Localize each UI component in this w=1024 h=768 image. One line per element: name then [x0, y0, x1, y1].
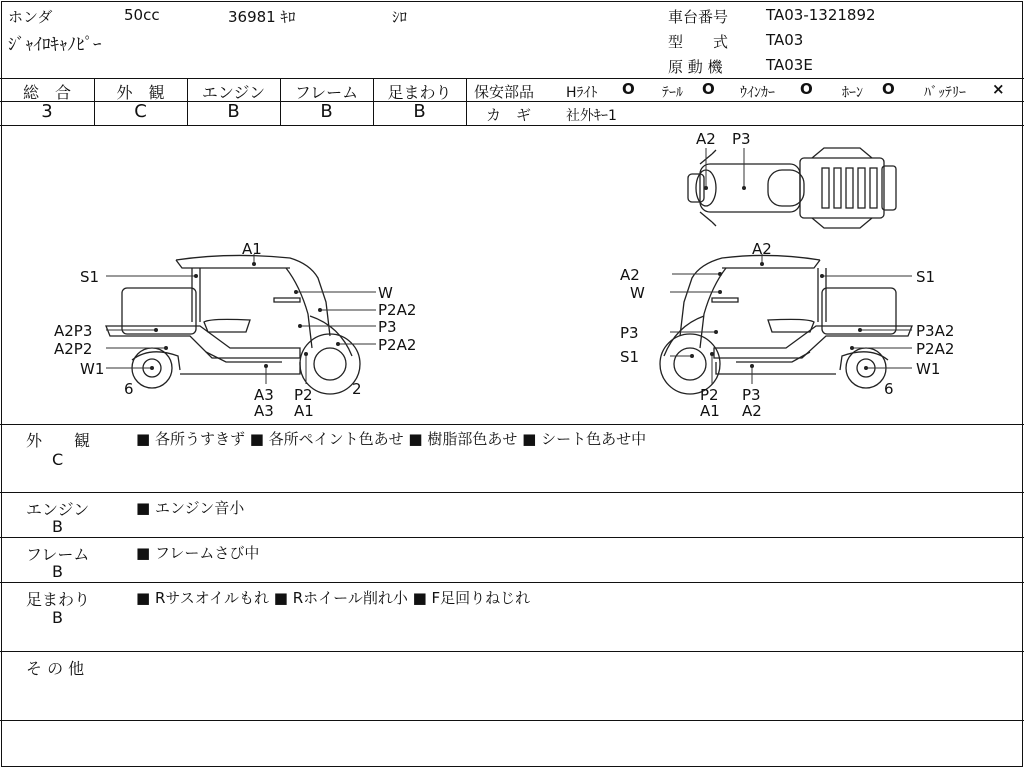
label-right-a1: A1	[700, 402, 720, 420]
top-view-vehicle	[688, 148, 896, 228]
label-left-a2p3: A2P3	[54, 322, 93, 340]
label-left-a2p2: A2P2	[54, 340, 93, 358]
divider	[0, 582, 1024, 583]
suspension-section-grade: B	[52, 608, 63, 627]
mileage: 36981 ｷﾛ	[228, 8, 296, 26]
maker: ホンダ	[8, 8, 53, 26]
frame-remarks: ■ フレームさび中	[136, 544, 260, 562]
label-left-a3: A3	[254, 386, 274, 404]
label-left-w1: W1	[80, 360, 105, 378]
divider	[0, 78, 1024, 79]
type-value: TA03	[766, 31, 804, 49]
label-right-s1b: S1	[620, 348, 640, 366]
horn-mark: O	[882, 80, 895, 98]
label-right-w: W	[630, 284, 645, 302]
label-left-p2: P2	[294, 386, 313, 404]
model-name: ｼﾞｬｲﾛｷｬﾉﾋﾟｰ	[8, 35, 102, 55]
engine-grade: B	[227, 101, 240, 122]
engine-remarks: ■ エンジン音小	[136, 499, 245, 517]
overall-grade: 3	[41, 101, 53, 122]
engine-model-value: TA03E	[766, 56, 813, 74]
label-left-six: 6	[124, 380, 134, 398]
label-top-a2: A2	[696, 130, 716, 148]
label-right-s1: S1	[916, 268, 936, 286]
engine-model-label: 原 動 機	[668, 58, 723, 76]
label-top-p3: P3	[732, 130, 751, 148]
label-right-six: 6	[884, 380, 894, 398]
body-color: ｼﾛ	[392, 8, 408, 26]
frame-grade: B	[320, 101, 333, 122]
label-right-w1: W1	[916, 360, 941, 378]
type-label: 型 式	[668, 33, 729, 51]
headlight-label: Hﾗｲﾄ	[566, 85, 598, 101]
label-left-a1b: A1	[294, 402, 314, 420]
exterior-label: 外 観	[116, 83, 165, 102]
frame-section-grade: B	[52, 562, 63, 581]
label-right-p2: P2	[700, 386, 719, 404]
divider	[466, 78, 467, 125]
engine-section-grade: B	[52, 517, 63, 536]
other-section-title: そ の 他	[26, 659, 85, 678]
horn-label: ﾎｰﾝ	[842, 85, 863, 101]
exterior-grade: C	[134, 101, 147, 122]
divider	[0, 537, 1024, 538]
suspension-remarks: ■ Rサスオイルもれ ■ Rホイール削れ小 ■ F足回りねじれ	[136, 589, 531, 607]
label-right-a2: A2	[752, 240, 772, 258]
battery-mark: ×	[992, 80, 1005, 98]
label-right-p2a2: P2A2	[916, 340, 955, 358]
label-right-p3b: P3	[742, 386, 761, 404]
suspension-grade: B	[413, 101, 426, 122]
winker-mark: O	[800, 80, 813, 98]
safety-label: 保安部品	[474, 83, 535, 101]
displacement: 50cc	[124, 6, 160, 24]
tail-mark: O	[702, 80, 715, 98]
key-label: カ ギ	[486, 106, 532, 124]
exterior-section-grade: C	[52, 450, 64, 469]
label-right-p3: P3	[620, 324, 639, 342]
chassis-label: 車台番号	[668, 8, 729, 26]
divider	[0, 720, 1024, 721]
label-left-two: 2	[352, 380, 362, 398]
battery-label: ﾊﾞｯﾃﾘｰ	[924, 85, 966, 101]
tail-label: ﾃｰﾙ	[662, 85, 683, 101]
divider	[0, 424, 1024, 425]
leader-lines	[106, 148, 912, 384]
label-left-a1: A1	[242, 240, 262, 258]
chassis-value: TA03-1321892	[766, 6, 876, 24]
headlight-mark: O	[622, 80, 635, 98]
label-right-p3a2: P3A2	[916, 322, 955, 340]
label-left-p3: P3	[378, 318, 397, 336]
divider	[0, 492, 1024, 493]
label-left-s1: S1	[80, 268, 100, 286]
exterior-remarks: ■ 各所うすきず ■ 各所ペイント色あせ ■ 樹脂部色あせ ■ シート色あせ中	[136, 430, 647, 448]
frame-label: フレーム	[294, 83, 359, 102]
label-right-a2b: A2	[620, 266, 640, 284]
overall-label: 総 合	[22, 83, 71, 102]
label-left-w: W	[378, 284, 393, 302]
suspension-label: 足まわり	[387, 83, 452, 102]
key-value: 社外ｷｰ1	[566, 108, 617, 124]
suspension-section-title: 足まわり	[26, 590, 91, 609]
engine-label: エンジン	[201, 83, 266, 102]
engine-section-title: エンジン	[26, 500, 90, 519]
label-left-a3b: A3	[254, 402, 274, 420]
label-left-p2a2b: P2A2	[378, 336, 417, 354]
divider	[0, 651, 1024, 652]
exterior-section-title: 外 観	[26, 431, 91, 450]
label-left-p2a2: P2A2	[378, 301, 417, 319]
vehicle-damage-diagram	[0, 126, 1024, 424]
label-right-a2c: A2	[742, 402, 762, 420]
frame-section-title: フレーム	[26, 545, 90, 564]
winker-label: ｳｲﾝｶｰ	[740, 85, 775, 101]
